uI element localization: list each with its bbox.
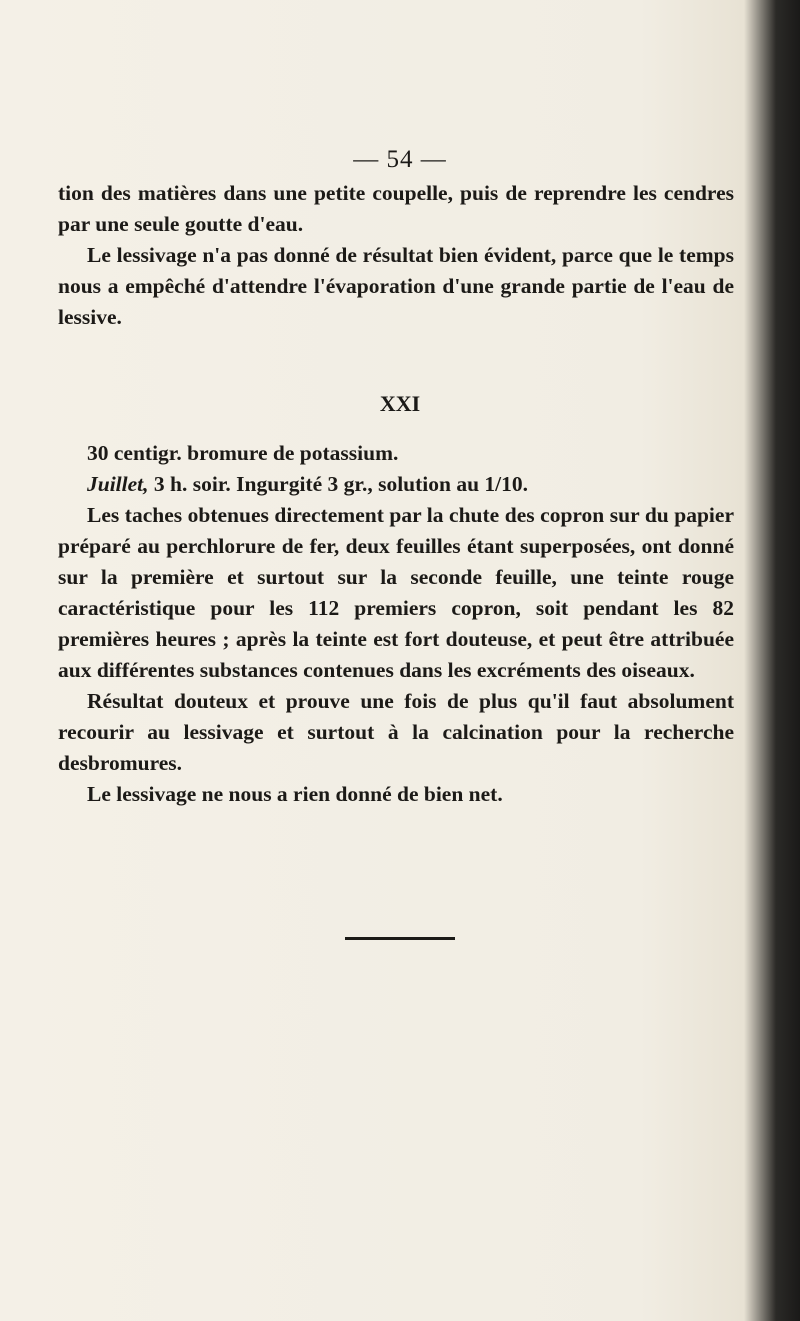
dose-line: 30 centigr. bromure de potassium. [87,441,399,465]
paragraph-taches: Les taches obtenues directement par la chute des copron sur du papier préparé au perchlorure de fer, deux feuilles étant superposées, ont donné sur la première et surtout sur la seconde feuille, une teinte rouge caractéristique pour les 112 premiers copron, soit pendant les 82 premières heures ; après la teinte est fort douteuse, et peut être attribuée aux différentes substances contenues dans les excréments des oiseaux. [58,503,734,682]
text-block-top [58,178,734,333]
text-block-section [58,438,734,810]
date-rest: 3 h. soir. Ingurgité 3 gr., solution au 1/10. [148,472,529,496]
date-line [58,469,734,500]
paragraph-continuation: tion des matières dans une petite coupelle, puis de reprendre les cendres par une seule goutte d'eau. [58,181,734,236]
paragraph-lessivage: Le lessivage n'a pas donné de résultat bien évident, parce que le temps nous a empêché d'attendre l'évaporation d'une grande partie de l'eau de lessive. [58,243,734,329]
paragraph-resultat: Résultat douteux et prouve une fois de plus qu'il faut absolument recourir au lessivage et surtout à la calcination pour la recherche desbromures. [58,689,734,775]
page-number: — 54 — [353,146,447,173]
date-label: Juillet, [87,472,149,496]
paragraph-conclusion: Le lessivage ne nous a rien donné de bien net. [87,782,503,806]
section-heading: XXI [379,391,421,416]
end-rule [345,937,455,940]
